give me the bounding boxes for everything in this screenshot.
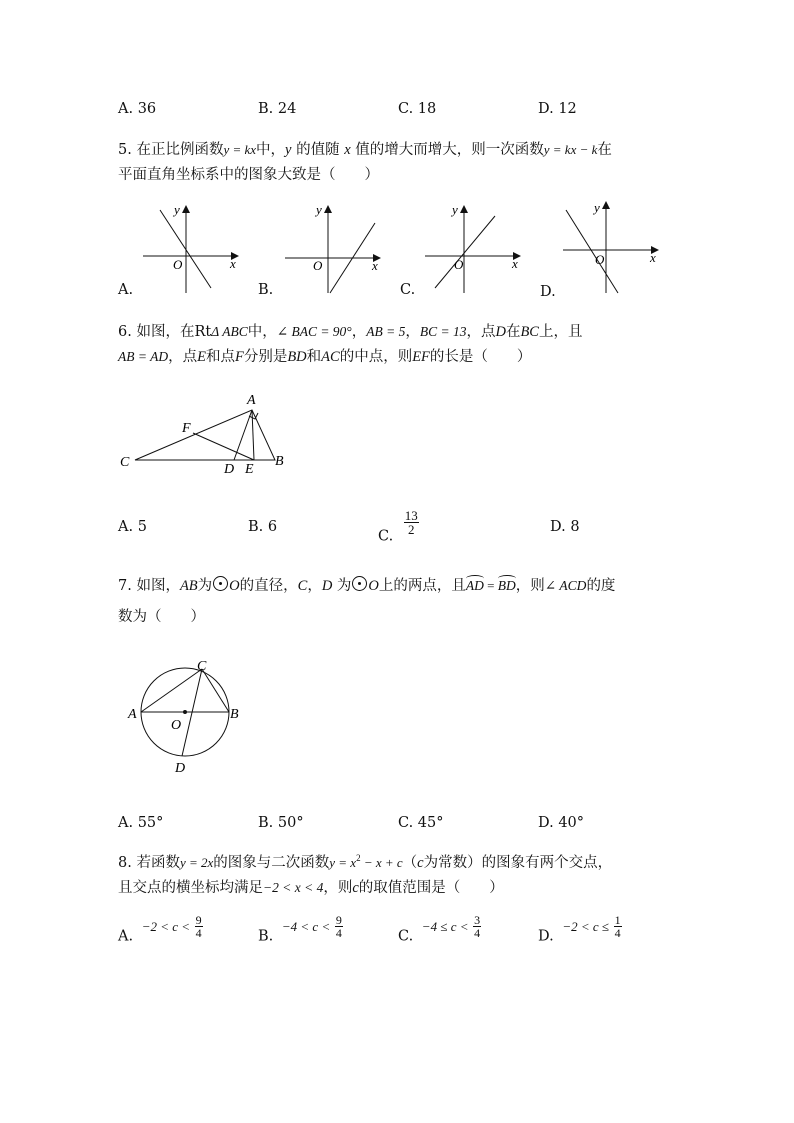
q8-question-line1: 8. 若函数y = 2x的图象与二次函数$y = x^2 - x + c(c$为常数）的图象有两个交点，: [118, 853, 613, 871]
q6-question-line2: AB = AD，点E和点F分别是BD和AC的中点，则EF的长是（ ）: [118, 349, 532, 365]
q5-graph-d-line: [566, 210, 618, 293]
q5-graph-c: [420, 198, 530, 298]
point-c-label: C: [120, 455, 130, 470]
q4-option-a: A. 36: [118, 101, 157, 117]
x-axis-label: x: [512, 256, 518, 271]
q5-label-c: C.: [400, 282, 416, 298]
q7-option-b: B. 50°: [258, 815, 304, 831]
q5-label-b: B.: [258, 282, 274, 298]
center-dot: [183, 710, 187, 714]
circle-dot-icon: [213, 576, 228, 591]
point-o-label: O: [171, 718, 182, 733]
point-e-label: E: [245, 462, 254, 477]
q8-option-b: B. −4 < c < $\frac{9}{4}$: [258, 913, 342, 945]
q7-option-c: C. 45°: [398, 815, 444, 831]
y-axis-label: y: [316, 202, 322, 217]
point-c-label: C: [197, 659, 207, 674]
q5-graph-d: [558, 198, 668, 298]
point-a-label: A: [247, 393, 256, 408]
q6-question-line1: 6. 如图，在RtΔ ABC中，∠ BAC = 90°，AB = 5，BC = 13，点D在BC上，且: [118, 324, 583, 340]
q5-label-a: A.: [118, 282, 134, 298]
q5-graph-c-line: [435, 216, 495, 288]
q5-question-line1: 5. 在正比例函数y = kx中，y 的值随 x 值的增大而增大，则一次函数y = kx − k在: [118, 142, 612, 158]
segment-ef: [193, 433, 254, 460]
q5-graph-a: [138, 198, 248, 298]
point-b-label: B: [230, 707, 239, 722]
point-a-label: A: [128, 707, 137, 722]
q7-figure: [122, 652, 252, 780]
q6-figure: [115, 385, 295, 480]
y-axis-label: y: [174, 202, 180, 217]
x-axis-label: x: [372, 258, 378, 273]
chord-ac: [141, 669, 202, 712]
q8-question-line2: 且交点的横坐标均满足−2 < x < 4，则c的取值范围是（ ）: [118, 880, 504, 896]
q5-graph-b: [280, 198, 390, 298]
q4-option-b: B. 24: [258, 101, 297, 117]
origin-label: O: [595, 252, 605, 267]
x-axis-label: x: [650, 250, 656, 265]
point-b-label: B: [275, 454, 284, 469]
y-axis-label: y: [452, 202, 458, 217]
q6-option-a: A. 5: [118, 519, 147, 535]
q6-option-c: C. $\frac{13}{2}$: [378, 508, 418, 545]
origin-label: O: [454, 257, 464, 272]
point-d-label: D: [224, 462, 235, 477]
q7-option-a: A. 55°: [118, 815, 164, 831]
x-axis-label: x: [230, 256, 236, 271]
q4-option-d: D. 12: [538, 101, 577, 117]
q5-label-d: D.: [540, 284, 556, 300]
q4-option-c: C. 18: [398, 101, 437, 117]
origin-label: O: [173, 257, 183, 272]
point-f-label: F: [182, 421, 191, 436]
y-axis-label: y: [594, 200, 600, 215]
circle-dot-icon: [352, 576, 367, 591]
q8-option-a: A. −2 < c < $\frac{9}{4}$: [118, 913, 202, 945]
q6-option-b: B. 6: [248, 519, 278, 535]
chord-cb: [202, 669, 229, 712]
q7-option-d: D. 40°: [538, 815, 585, 831]
q7-question-line1: 7. 如图，AB为 O的直径，C，D 为 O上的两点，且AD = BD，则∠ ACD的度: [118, 578, 616, 594]
q8-option-d: D. −2 < c ≤ $\frac{1}{4}$: [538, 913, 621, 945]
q5-question-line2: 平面直角坐标系中的图象大致是（ ）: [118, 167, 379, 183]
point-d-label: D: [175, 761, 186, 776]
q7-question-line2: 数为（ ）: [118, 609, 205, 625]
q6-option-d: D. 8: [550, 519, 580, 535]
origin-label: O: [313, 258, 323, 273]
q8-option-c: C. −4 ≤ c < $\frac{3}{4}$: [398, 913, 481, 945]
